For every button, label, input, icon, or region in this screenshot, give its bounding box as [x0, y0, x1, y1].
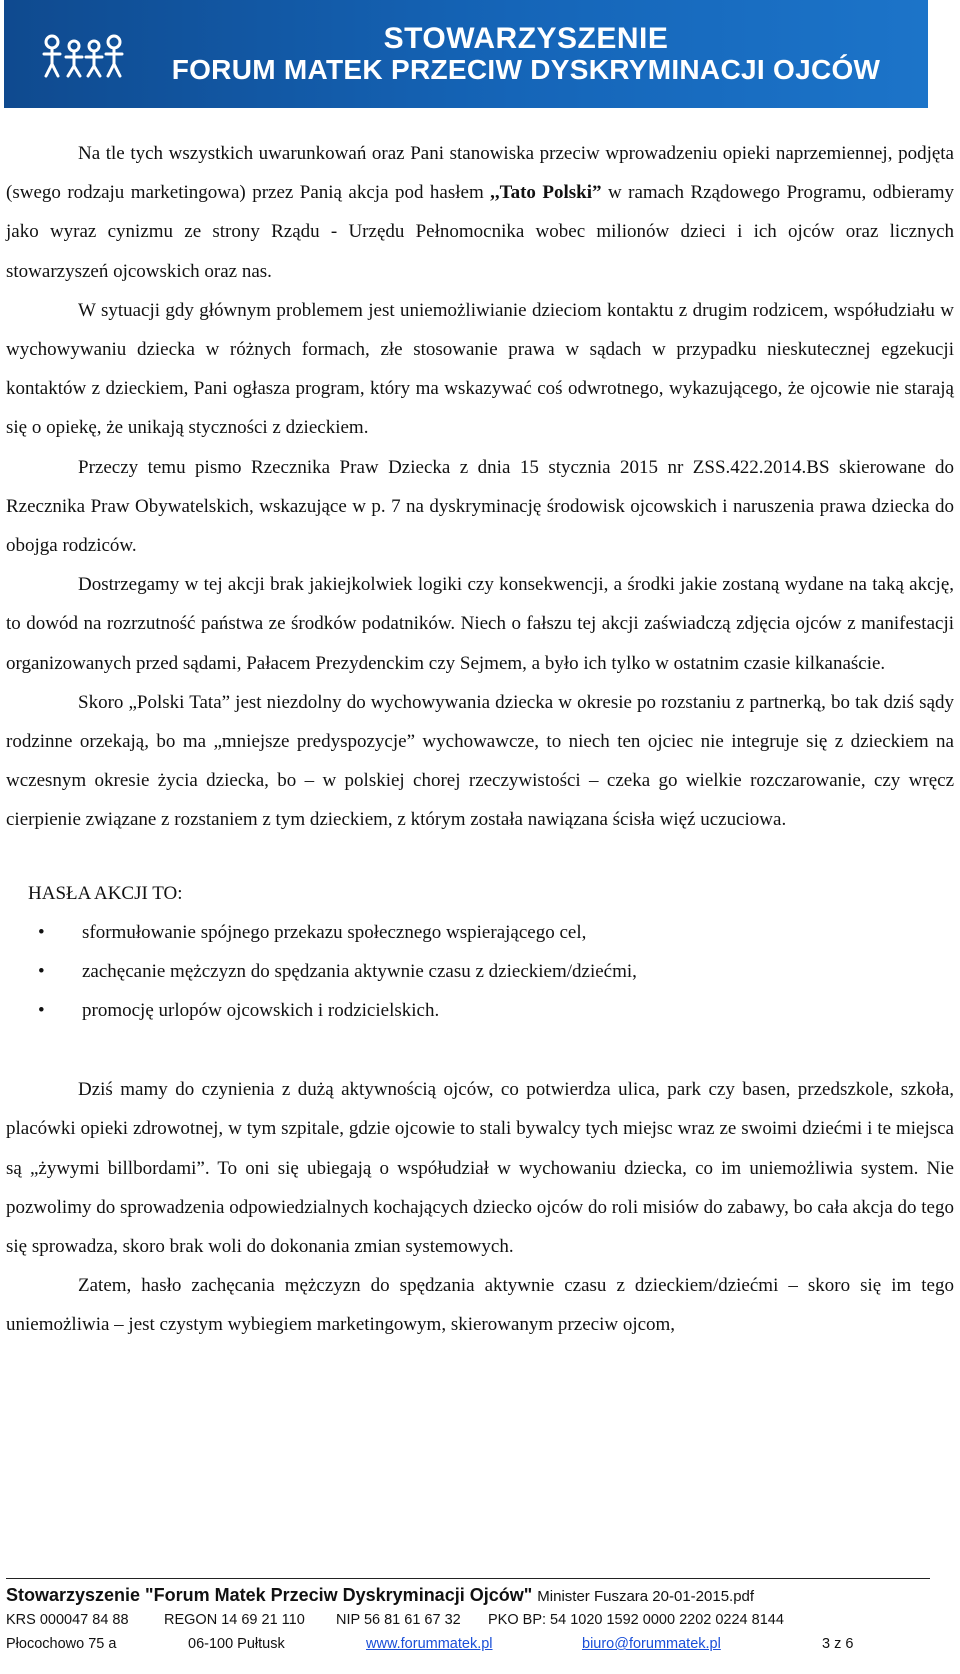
footer-bank-account: PKO BP: 54 1020 1592 0000 2202 0224 8144	[488, 1612, 784, 1628]
paragraph-7: Zatem, hasło zachęcania mężczyzn do spędzania aktywnie czasu z dzieckiem/dziećmi – skoro się im tego uniemożliwia – jest czystym wybiegiem marketingowym, skierowanym przeciw ojcom,	[6, 1275, 954, 1336]
footer-krs: KRS 000047 84 88	[6, 1612, 129, 1628]
footer-page-number: 3 z 6	[822, 1636, 854, 1652]
list-item-text: promocję urlopów ojcowskich i rodzicielskich.	[82, 1000, 440, 1022]
list-item	[6, 952, 954, 991]
footer-city: 06-100 Pułtusk	[188, 1636, 285, 1652]
footer-registry-line	[6, 1612, 930, 1630]
list-item-text: zachęcanie mężczyzn do spędzania aktywnie czasu z dzieckiem/dziećmi,	[82, 960, 637, 982]
paragraph-5: Skoro „Polski Tata” jest niezdolny do wychowywania dziecka w okresie po rozstaniu z partnerką, bo tak dziś sądy rodzinne orzekają, bo ma „mniejsze predyspozycje” wychowawcze, to niech ten ojciec nie integruje się z dzieckiem na wczesnym okresie życia dziecka, bo – w polskiej chorej rzeczywistości – czeka go wielkie rozczarowanie, czy wręcz cierpienie związane z rozstaniem z tym dzieckiem, z którym została nawiązana ścisła więź uczuciowa.	[6, 691, 954, 831]
page-footer	[6, 1578, 930, 1654]
footer-document-name: Minister Fuszara 20-01-2015.pdf	[537, 1588, 755, 1605]
bullet-icon: •	[38, 921, 45, 943]
footer-street: Płocochowo 75 a	[6, 1636, 117, 1652]
paragraph-6: Dziś mamy do czynienia z dużą aktywnością ojców, co potwierdza ulica, park czy basen, przedszkole, szkoła, placówki opieki zdrowotnej, w tym szpitale, gdzie ojcowie to stali bywalcy tych miejsc wraz ze swoimi dziećmi i te miejsca są „żywymi billbordami”. To oni się ubiegają o współudział w wychowaniu dziecka, co im uniemożliwia system. Nie pozwolimy do sprowadzenia odpowiedzialnych kochających dziecko ojców do roli misiów do zabawy, bo cała akcja do tego się sprowadza, skoro brak woli do dokonania zmian systemowych.	[6, 1079, 954, 1258]
bullet-icon: •	[38, 960, 45, 982]
letter-body	[6, 134, 954, 1345]
footer-website-link[interactable]: www.forummatek.pl	[366, 1636, 493, 1652]
paragraph-2: W sytuacji gdy głównym problemem jest uniemożliwianie dzieciom kontaktu z drugim rodzicem, współudziału w wychowywaniu dziecka w różnych formach, złe stosowanie prawa w sądach w przypadku nieskutecznej egzekucji kontaktów z dzieckiem, Pani ogłasza program, który ma wskazywać coś odwrotnego, wykazującego, że ojcowie nie starają się o opiekę, że unikają styczności z dzieckiem.	[6, 299, 954, 439]
bullet-list	[6, 913, 954, 1031]
header-banner	[4, 0, 928, 108]
footer-nip: NIP 56 81 61 67 32	[336, 1612, 461, 1628]
footer-org-line	[6, 1585, 930, 1606]
section-heading: HASŁA AKCJI TO:	[28, 882, 183, 904]
paragraph-4: Dostrzegamy w tej akcji brak jakiejkolwiek logiki czy konsekwencji, a środki jakie zostaną wydane na taką akcję, to dowód na rozrzutność państwa ze środków podatników. Niech o fałszu tej akcji zaświadczą zdjęcia ojców z manifestacji organizowanych przed sądami, Pałacem Prezydenckim czy Sejmem, a było ich tylko w ostatnim czasie kilkanaście.	[6, 574, 954, 674]
banner-subtitle: FORUM MATEK PRZECIW DYSKRYMINACJI OJCÓW	[171, 54, 881, 85]
footer-regon: REGON 14 69 21 110	[164, 1612, 305, 1628]
footer-org-name: Stowarzyszenie "Forum Matek Przeciw Dyskryminacji Ojców"	[6, 1585, 533, 1605]
list-item-text: sformułowanie spójnego przekazu społecznego wspierającego cel,	[82, 921, 587, 943]
campaign-name: ,,Tato Polski”	[490, 182, 602, 204]
paragraph-1-text-b: w ramach Rządowego Programu, odbieramy jako wyraz cynizmu ze strony Rządu - Urzędu Pełnomocnika wobec milionów dzieci i ich ojców oraz licznych stowarzyszeń ojcowskich oraz nas.	[6, 182, 954, 282]
list-item	[6, 913, 954, 952]
footer-email-link[interactable]: biuro@forummatek.pl	[582, 1636, 721, 1652]
paragraph-1-text-a: Na tle tych wszystkich uwarunkowań oraz Pani stanowiska przeciw wprowadzeniu opieki naprzemiennej, podjęta (swego rodzaju marketingowa) przez Panią akcja pod hasłem	[6, 143, 954, 204]
banner-title: STOWARZYSZENIE	[383, 22, 669, 55]
spacer	[6, 1030, 954, 1070]
paragraph-3: Przeczy temu pismo Rzecznika Praw Dziecka z dnia 15 stycznia 2015 nr ZSS.422.2014.BS skierowane do Rzecznika Praw Obywatelskich, wskazujące w p. 7 na dyskryminację środowisk ojcowskich i naruszenia prawa dziecka do obojga rodziców.	[6, 456, 954, 557]
footer-address-line	[6, 1636, 930, 1654]
paragraph-1	[6, 134, 954, 291]
bullet-icon: •	[38, 1000, 45, 1022]
list-item	[6, 991, 954, 1030]
